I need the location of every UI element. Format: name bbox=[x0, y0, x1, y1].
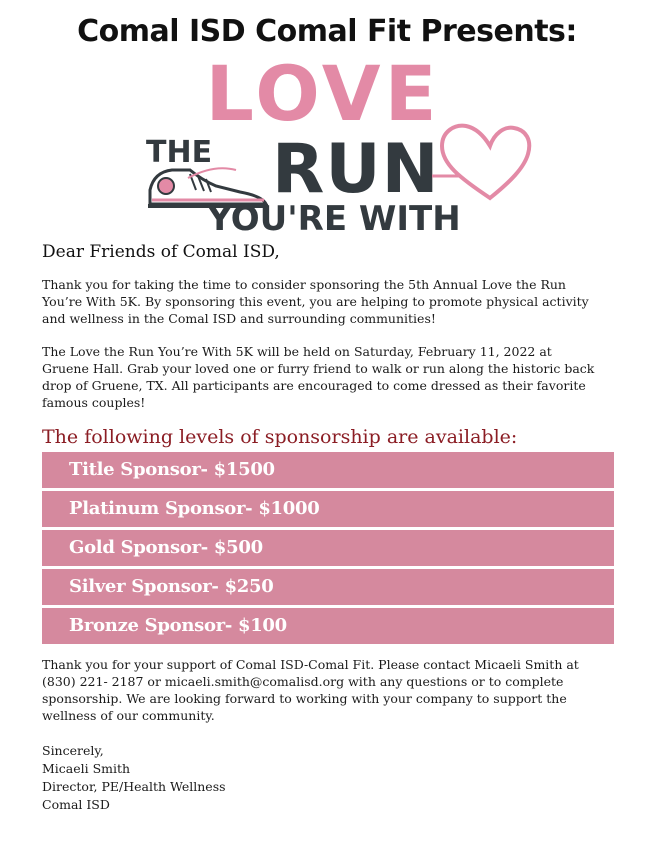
page-title: Comal ISD Comal Fit Presents: bbox=[77, 14, 577, 49]
logo-youre-with-text: YOU'RE WITH bbox=[207, 199, 461, 239]
sponsor-level-bronze: Bronze Sponsor- $100 bbox=[42, 608, 614, 644]
sponsor-level-platinum: Platinum Sponsor- $1000 bbox=[42, 491, 614, 527]
logo-the-text: THE bbox=[146, 135, 213, 170]
signature-block bbox=[42, 742, 602, 814]
event-logo bbox=[140, 49, 540, 239]
heart-icon bbox=[430, 120, 538, 202]
signature-name: Micaeli Smith bbox=[42, 761, 131, 776]
signature-title: Director, PE/Health Wellness bbox=[42, 779, 226, 794]
sponsor-level-silver: Silver Sponsor- $250 bbox=[42, 569, 614, 605]
sponsorship-levels-list bbox=[42, 452, 614, 647]
greeting: Dear Friends of Comal ISD, bbox=[42, 242, 280, 262]
sponsorship-levels-heading: The following levels of sponsorship are available: bbox=[42, 426, 518, 448]
sponsor-level-gold: Gold Sponsor- $500 bbox=[42, 530, 614, 566]
signature-org: Comal ISD bbox=[42, 797, 110, 812]
logo-love-text: LOVE bbox=[205, 49, 441, 138]
signature-closing: Sincerely, bbox=[42, 743, 104, 758]
closing-paragraph: Thank you for your support of Comal ISD-Comal Fit. Please contact Micaeli Smith at (830) 221- 2187 or micaeli.smith@comalisd.org with any questions or to complete sponsorship. We are looking forward to working with your company to support the wellness of our community. bbox=[42, 657, 579, 723]
logo-run-text: RUN bbox=[272, 130, 440, 209]
intro-paragraph: Thank you for taking the time to consider sponsoring the 5th Annual Love the Run You’re With 5K. By sponsoring this event, you are helping to promote physical activity and wellness in the Comal ISD and surrounding communities! bbox=[42, 277, 589, 326]
event-details-paragraph: The Love the Run You’re With 5K will be held on Saturday, February 11, 2022 at Gruene Hall. Grab your loved one or furry friend to walk or run along the historic back drop of Gruene, TX. All participants are encouraged to come dressed as their favorite famous couples! bbox=[42, 344, 595, 410]
sponsor-level-title: Title Sponsor- $1500 bbox=[42, 452, 614, 488]
